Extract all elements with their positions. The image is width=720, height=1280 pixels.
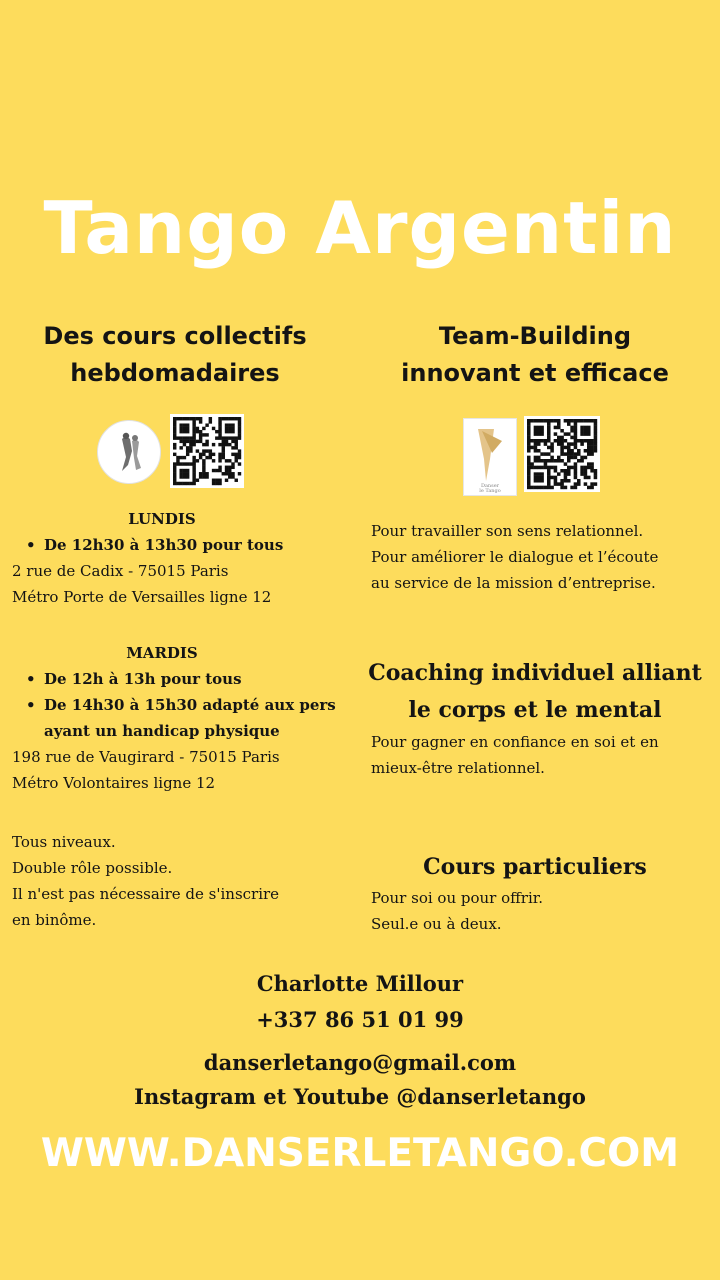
mardis-title: MARDIS — [126, 644, 198, 662]
qr-code-icon[interactable] — [524, 416, 600, 492]
svg-text:le Tango: le Tango — [479, 488, 501, 494]
coaching-text — [371, 729, 711, 781]
svg-text:Danser: Danser — [480, 483, 500, 489]
private-lessons-text — [371, 885, 711, 937]
team-building-heading — [370, 318, 700, 392]
coaching-line: Pour gagner en confiance en soi et en — [371, 733, 659, 751]
coaching-line: mieux-être relationnel. — [371, 759, 545, 777]
page-title: Tango Argentin — [43, 186, 677, 270]
note-line: Tous niveaux. — [12, 833, 116, 851]
list-item: • De 14h30 à 15h30 adapté aux pers ayant un handicap physique — [32, 692, 344, 744]
private-lessons-heading: Cours particuliers — [423, 854, 647, 880]
association-tango-paris-logo-icon — [97, 420, 161, 484]
private-line: Seul.e ou à deux. — [371, 915, 502, 933]
mardis-metro: Métro Volontaires ligne 12 — [12, 774, 216, 792]
lundis-block — [12, 506, 352, 610]
website-url[interactable]: WWW.DANSERLETANGO.COM — [40, 1131, 680, 1176]
list-item: • De 12h à 13h pour tous — [32, 666, 352, 692]
contact-name: Charlotte Millour — [256, 971, 464, 996]
contact-online — [0, 1046, 720, 1114]
note-line: en binôme. — [12, 911, 97, 929]
note-line: Il n'est pas nécessaire de s'inscrire — [12, 885, 280, 903]
weekly-classes-heading — [10, 318, 340, 392]
weekly-classes-heading-line1: Des cours collectifs — [43, 322, 307, 350]
mardis-address: 198 rue de Vaugirard - 75015 Paris — [12, 748, 280, 766]
lundis-list — [12, 532, 352, 558]
coaching-heading — [362, 655, 708, 729]
lundis-title: LUNDIS — [128, 510, 196, 528]
contact-email[interactable]: danserletango@gmail.com — [203, 1050, 517, 1075]
lundis-address: 2 rue de Cadix - 75015 Paris — [12, 562, 229, 580]
coaching-heading-line2: le corps et le mental — [408, 697, 662, 723]
list-item: • De 12h30 à 13h30 pour tous — [32, 532, 352, 558]
contact-social[interactable]: Instagram et Youtube @danserletango — [134, 1084, 586, 1109]
mardis-block — [12, 640, 352, 796]
mardis-list — [12, 666, 352, 744]
team-line: Pour travailler son sens relationnel. — [371, 522, 644, 540]
coaching-heading-line1: Coaching individuel alliant — [368, 660, 702, 686]
notes-block — [12, 829, 352, 933]
weekly-classes-heading-line2: hebdomadaires — [70, 359, 280, 387]
team-building-heading-line2: innovant et efficace — [401, 359, 669, 387]
contact-phone[interactable]: +337 86 51 01 99 — [256, 1007, 464, 1032]
lundis-metro: Métro Porte de Versailles ligne 12 — [12, 588, 272, 606]
team-line: Pour améliorer le dialogue et l’écoute — [371, 548, 659, 566]
note-line: Double rôle possible. — [12, 859, 173, 877]
private-line: Pour soi ou pour offrir. — [371, 889, 544, 907]
danser-le-tango-logo-icon — [463, 418, 517, 496]
qr-code-icon[interactable] — [170, 414, 244, 488]
team-building-heading-line1: Team-Building — [438, 322, 632, 350]
team-line: au service de la mission d’entreprise. — [371, 574, 656, 592]
team-building-text — [371, 518, 711, 596]
contact-block — [0, 966, 720, 1038]
